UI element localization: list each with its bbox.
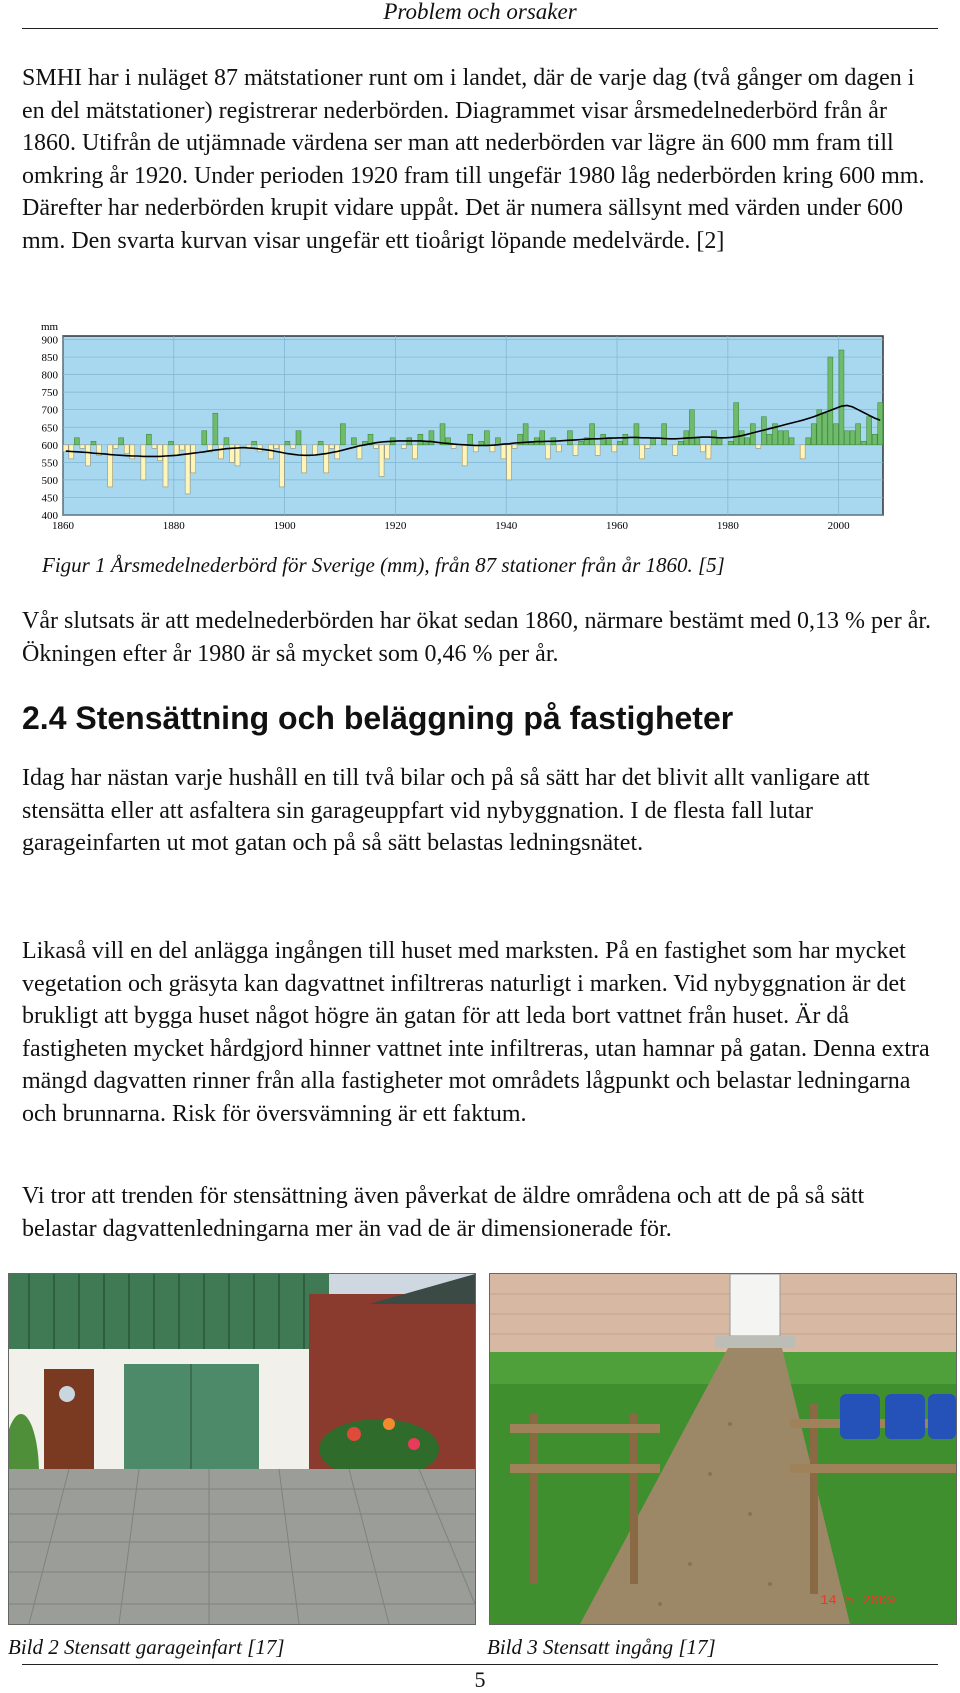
data-bar bbox=[191, 445, 196, 473]
footer-rule bbox=[22, 1664, 938, 1665]
data-bar bbox=[739, 431, 744, 445]
data-bar bbox=[845, 431, 850, 445]
data-bar bbox=[540, 431, 545, 445]
data-bar bbox=[784, 431, 789, 445]
data-bar bbox=[313, 445, 318, 456]
data-bar bbox=[180, 445, 185, 450]
data-bar bbox=[108, 445, 113, 487]
x-tick-label: 1940 bbox=[495, 520, 518, 532]
data-bar bbox=[462, 445, 467, 466]
data-bar bbox=[202, 431, 207, 445]
data-bar bbox=[274, 445, 279, 449]
conclusion-paragraph: Vår slutsats är att medelnederbörden har ökat sedan 1860, närmare bestämt med 0,13 % per år. Ökningen efter år 1980 är så mycket som 0,46 % per år. bbox=[22, 608, 932, 667]
data-bar bbox=[689, 410, 694, 445]
entrance-paragraph: Likaså vill en del anlägga ingången till huset med marksten. På en fastighet som har mycket vegetation och gräsyta kan dagvattnet infiltreras naturligt i marken. Vid nybyggnation är det brukligt att bygga huset något högre än gatan för att leda bort vattnet från huset. Är då fastigheten mycket hårdgjord hinner vattnet inte infiltreras, utan hamnar på gatan. Denna extra mängd dagvatten rinner från alla fastigheter mot områdets lågpunkt och belastar ledningarna och brunnarna. Risk för översvämning är ett faktum. bbox=[22, 938, 930, 1127]
data-bar bbox=[545, 445, 550, 459]
data-bar bbox=[833, 424, 838, 445]
data-bar bbox=[290, 445, 295, 449]
data-bar bbox=[512, 445, 517, 449]
data-bar bbox=[74, 438, 79, 445]
data-bar bbox=[318, 441, 323, 445]
data-bar bbox=[867, 417, 872, 445]
data-bar bbox=[252, 441, 257, 445]
x-tick-label: 1920 bbox=[384, 520, 407, 532]
data-bar bbox=[401, 445, 406, 449]
data-bar bbox=[856, 424, 861, 445]
data-bar bbox=[590, 424, 595, 445]
data-bar bbox=[351, 438, 356, 445]
data-bar bbox=[822, 413, 827, 445]
trend-paragraph: Vi tror att trenden för stensättning även påverkat de äldre områdena och att de på så sätt belastar dagvattenledningarna mer än vad de är dimensionerade för. bbox=[22, 1183, 865, 1242]
data-bar bbox=[374, 445, 379, 449]
x-tick-label: 2000 bbox=[827, 520, 850, 532]
data-bar bbox=[113, 445, 118, 449]
data-bar bbox=[828, 357, 833, 445]
precipitation-chart-svg bbox=[28, 318, 888, 533]
data-bar bbox=[174, 445, 179, 456]
data-bar bbox=[418, 434, 423, 445]
data-bar bbox=[728, 441, 733, 445]
data-bar bbox=[872, 434, 877, 445]
data-bar bbox=[617, 441, 622, 445]
data-bar bbox=[673, 445, 678, 456]
data-bar bbox=[141, 445, 146, 480]
y-tick-label: 500 bbox=[41, 474, 58, 487]
y-tick-label: 600 bbox=[41, 439, 58, 452]
data-bar bbox=[678, 441, 683, 445]
x-tick-label: 1960 bbox=[606, 520, 629, 532]
data-bar bbox=[573, 445, 578, 456]
garage-driveway-photo bbox=[8, 1273, 476, 1625]
data-bar bbox=[279, 445, 284, 487]
data-bar bbox=[340, 424, 345, 445]
data-bar bbox=[878, 403, 883, 445]
data-bar bbox=[800, 445, 805, 459]
y-tick-label: 900 bbox=[41, 334, 58, 347]
data-bar bbox=[567, 431, 572, 445]
x-tick-label: 1980 bbox=[716, 520, 739, 532]
data-bar bbox=[756, 445, 761, 449]
paving-paragraph: Idag har nästan varje hushåll en till två bilar och på så sätt har det blivit allt vanligare att stensätta eller att asfaltera sin garageuppfart vid nybyggnation. I de flesta fall lutar garageinfarten ut mot gatan och på så sätt belastas ledningsnätet. bbox=[22, 765, 870, 856]
data-bar bbox=[706, 445, 711, 459]
data-bar bbox=[556, 445, 561, 452]
data-bar bbox=[146, 434, 151, 445]
data-bar bbox=[85, 445, 90, 466]
data-bar bbox=[285, 441, 290, 445]
data-bar bbox=[324, 445, 329, 473]
data-bar bbox=[789, 438, 794, 445]
y-tick-label: 650 bbox=[41, 422, 58, 435]
data-bar bbox=[850, 431, 855, 445]
y-tick-label: 700 bbox=[41, 404, 58, 417]
x-tick-label: 1860 bbox=[52, 520, 74, 532]
data-bar bbox=[745, 438, 750, 445]
photo3-caption: Bild 3 Stensatt ingång [17] bbox=[487, 1635, 716, 1659]
data-bar bbox=[119, 438, 124, 445]
data-bar bbox=[152, 445, 157, 449]
y-tick-label: 400 bbox=[41, 510, 58, 522]
data-bar bbox=[623, 434, 628, 445]
data-bar bbox=[612, 445, 617, 452]
data-bar bbox=[595, 445, 600, 456]
data-bar bbox=[157, 445, 162, 461]
data-bar bbox=[717, 438, 722, 445]
data-bar bbox=[811, 424, 816, 445]
data-bar bbox=[507, 445, 512, 480]
data-bar bbox=[80, 445, 85, 449]
y-tick-label: 750 bbox=[41, 387, 58, 400]
entrance-path-photo bbox=[489, 1273, 957, 1625]
data-bar bbox=[479, 441, 484, 445]
page-number: 5 bbox=[474, 1667, 486, 1692]
data-bar bbox=[778, 431, 783, 445]
data-bar bbox=[429, 431, 434, 445]
data-bar bbox=[296, 431, 301, 445]
data-bar bbox=[124, 445, 129, 454]
data-bar bbox=[601, 434, 606, 445]
data-bar bbox=[734, 403, 739, 445]
data-bar bbox=[634, 424, 639, 445]
running-header bbox=[22, 0, 938, 29]
x-tick-label: 1880 bbox=[162, 520, 185, 532]
data-bar bbox=[451, 445, 456, 449]
data-bar bbox=[468, 434, 473, 445]
data-bar bbox=[700, 445, 705, 452]
data-bar bbox=[767, 434, 772, 445]
data-bar bbox=[302, 445, 307, 473]
section-heading: 2.4 Stensättning och beläggning på fastigheter bbox=[22, 700, 734, 736]
data-bar bbox=[839, 350, 844, 445]
data-bar bbox=[640, 445, 645, 459]
data-bar bbox=[268, 445, 273, 459]
data-bar bbox=[412, 445, 417, 459]
figure-caption: Figur 1 Årsmedelnederbörd för Sverige (mm), från 87 stationer från år 1860. [5] bbox=[42, 553, 725, 577]
x-tick-label: 1900 bbox=[273, 520, 296, 532]
data-bar bbox=[440, 424, 445, 445]
y-tick-label: 850 bbox=[41, 352, 58, 365]
data-bar bbox=[750, 424, 755, 445]
header-title: Problem och orsaker bbox=[383, 0, 577, 24]
y-tick-label: 550 bbox=[41, 457, 58, 470]
data-bar bbox=[645, 445, 650, 449]
data-bar bbox=[169, 441, 174, 445]
data-bar bbox=[385, 445, 390, 459]
data-bar bbox=[163, 445, 168, 487]
y-axis-label: mm bbox=[41, 321, 59, 333]
photo-date-stamp: 14 5 2009 bbox=[820, 1593, 896, 1609]
data-bar bbox=[185, 445, 190, 494]
y-tick-label: 450 bbox=[41, 492, 58, 505]
y-tick-label: 800 bbox=[41, 369, 58, 382]
data-bar bbox=[379, 445, 384, 477]
data-bar bbox=[579, 441, 584, 445]
data-bar bbox=[695, 438, 700, 445]
data-bar bbox=[501, 445, 506, 459]
data-bar bbox=[218, 445, 223, 459]
data-bar bbox=[213, 413, 218, 445]
data-bar bbox=[484, 431, 489, 445]
data-bar bbox=[806, 438, 811, 445]
data-bar bbox=[662, 424, 667, 445]
data-bar bbox=[224, 438, 229, 445]
precipitation-chart bbox=[28, 318, 888, 538]
photo2-caption: Bild 2 Stensatt garageinfart [17] bbox=[8, 1635, 285, 1659]
data-bar bbox=[329, 445, 334, 449]
data-bar bbox=[495, 438, 500, 445]
data-bar bbox=[861, 441, 866, 445]
data-bar bbox=[91, 441, 96, 445]
intro-paragraph: SMHI har i nuläget 87 mätstationer runt om i landet, där de varje dag (två gånger om dagen i en del mätstationer) registrerar nederbörden. Diagrammet visar årsmedelnederbörd från år 1860. Utifrån de utjämnade värdena ser man att nederbörden var lägre än 600 mm fram till omkring år 1920. Under perioden 1920 fram till ungefär 1980 låg nederbörden kring 600 mm. Därefter har nederbörden krupit vidare uppåt. Det är numera sällsynt med värden under 600 mm. Den svarta kurvan visar ungefär ett tioårigt löpande medelvärde. [2] bbox=[22, 65, 925, 254]
